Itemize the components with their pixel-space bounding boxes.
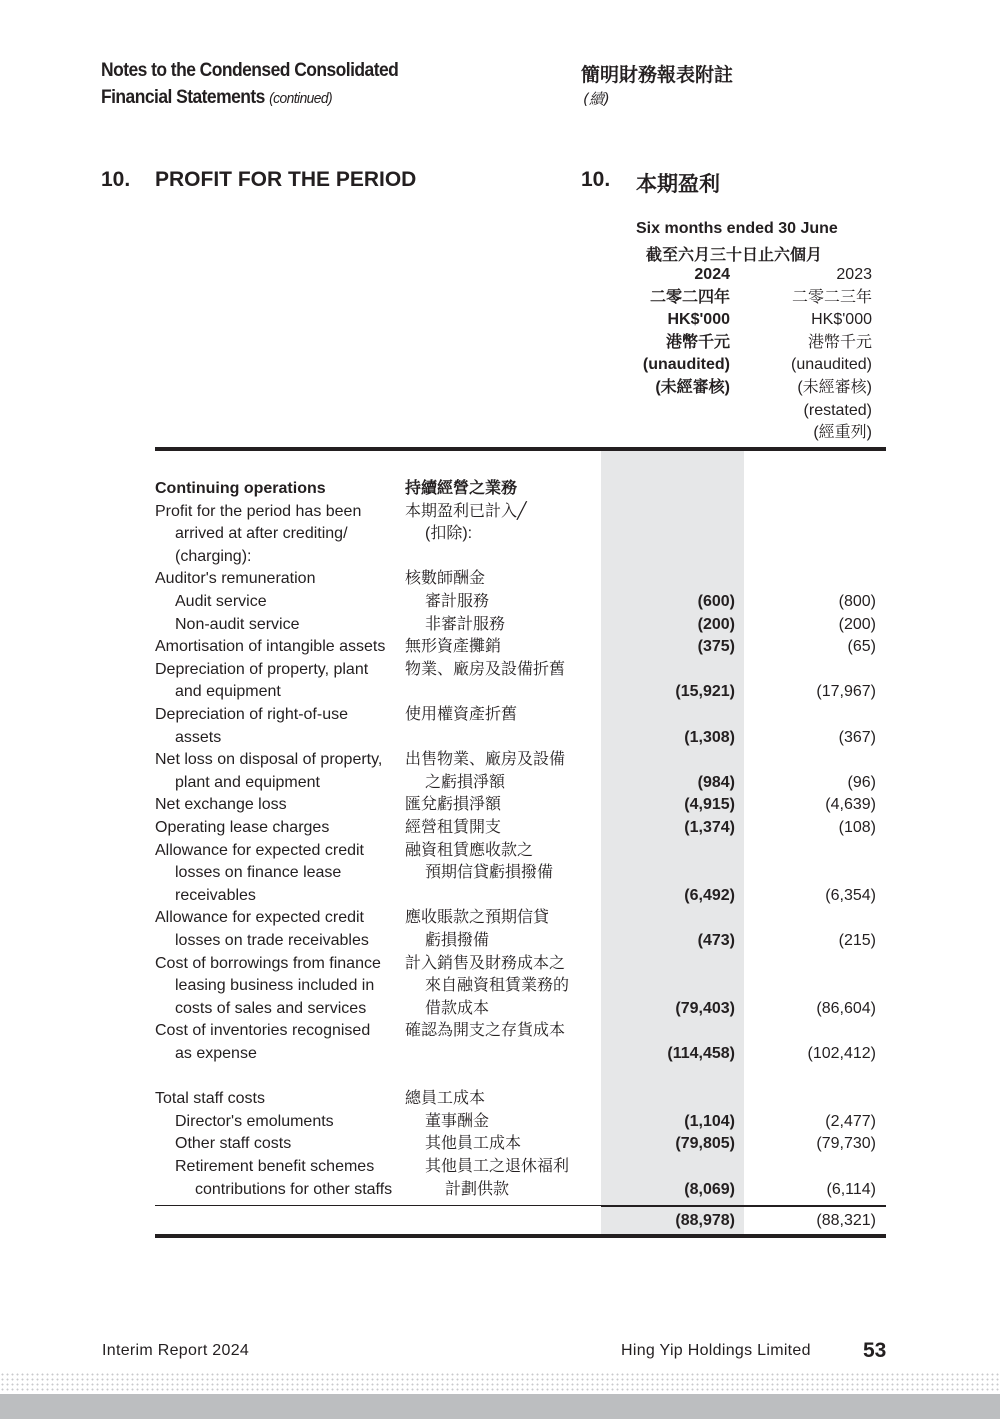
row-label-en: assets: [175, 728, 222, 746]
table-row: [0, 636, 1000, 659]
table-row: [0, 998, 1000, 1021]
col2023-currency-zh: 港幣千元: [807, 333, 872, 351]
header-continued-zh: (續): [583, 90, 610, 108]
period-heading-zh: 截至六月三十日止六個月: [646, 245, 823, 264]
table-row: [0, 975, 1000, 998]
value-2023: (6,354): [825, 886, 876, 904]
row-label-en: Operating lease charges: [155, 819, 330, 836]
table-row: [0, 749, 1000, 772]
row-label-en: leasing business included in: [175, 977, 375, 995]
row-label-zh: 持續經營之業務: [405, 480, 518, 497]
row-label-zh: 計入銷售及財務成本之: [405, 954, 566, 972]
total-2023: (88,321): [816, 1212, 876, 1229]
row-label-en: losses on finance lease: [175, 864, 342, 882]
row-label-zh: 出售物業、廠房及設備: [405, 751, 566, 769]
value-2024: (79,805): [675, 1135, 735, 1153]
row-label-zh: 應收賬款之預期信貸: [405, 909, 550, 927]
table-row: [0, 614, 1000, 637]
row-label-zh: 其他員工成本: [425, 1135, 522, 1153]
row-label-en: as expense: [175, 1045, 257, 1062]
row-label-en: Cost of inventories recognised: [155, 1022, 371, 1040]
table-row: [0, 1156, 1000, 1179]
header-title-line1: Notes to the Condensed Consolidated: [101, 60, 399, 81]
row-label-en: Director's emoluments: [175, 1112, 334, 1130]
column-header-2023: [791, 264, 872, 445]
value-2024: (8,069): [684, 1180, 735, 1198]
table-row: [0, 953, 1000, 976]
table-row: [0, 591, 1000, 614]
row-label-en: costs of sales and services: [175, 999, 367, 1017]
row-label-zh: 經營租賃開支: [405, 819, 502, 836]
table-row: [0, 727, 1000, 750]
column-header-2024: [643, 264, 730, 400]
table-row: [0, 930, 1000, 953]
row-label-en: Net exchange loss: [155, 796, 287, 814]
section-number-en: 10.: [101, 168, 131, 191]
col2023-year: 2023: [836, 266, 872, 283]
row-label-zh: 董事酬金: [425, 1112, 490, 1130]
row-label-zh: 之虧損淨額: [425, 773, 506, 791]
value-2023: (96): [847, 773, 876, 791]
value-2024: (600): [697, 593, 735, 610]
value-2023: (367): [838, 728, 876, 746]
row-label-zh: 總員工成本: [405, 1090, 486, 1108]
subtotal-rule-left: [155, 1205, 601, 1206]
table-row: [0, 817, 1000, 840]
footer-company-name: Hing Yip Holdings Limited: [621, 1342, 811, 1359]
row-label-en: and equipment: [175, 683, 281, 701]
row-label-en: Non-audit service: [175, 615, 300, 633]
table-row: [0, 907, 1000, 930]
row-label-zh: 非審計服務: [425, 615, 506, 633]
row-label-en: losses on trade receivables: [175, 932, 369, 949]
col2024-audit: (unaudited): [642, 356, 730, 374]
value-2024: (114,458): [667, 1045, 735, 1062]
section-title-zh: 本期盈利: [636, 172, 720, 196]
header-continued: (continued): [269, 90, 333, 107]
row-label-zh: 本期盈利已計入╱: [405, 502, 527, 520]
row-label-en: Other staff costs: [175, 1135, 292, 1153]
table-top-rule: [155, 447, 886, 451]
row-label-zh: 計劃供款: [445, 1180, 510, 1198]
col2024-year-zh: 二零二四年: [649, 288, 730, 306]
table-row: [0, 885, 1000, 908]
row-label-en: Allowance for expected credit: [155, 909, 364, 927]
row-label-en: Amortisation of intangible assets: [155, 638, 386, 656]
row-label-en: Retirement benefit schemes: [175, 1158, 375, 1175]
table-row: [0, 772, 1000, 795]
subtotal-rule: [601, 1205, 886, 1207]
row-label-zh: 確認為開支之存貨成本: [405, 1022, 566, 1040]
value-2024: (984): [697, 773, 735, 791]
row-label-en: receivables: [175, 886, 256, 904]
value-2023: (800): [838, 593, 876, 610]
table-row: [0, 659, 1000, 682]
table-row: [0, 501, 1000, 524]
section-number-zh: 10.: [581, 168, 611, 191]
row-label-en: Audit service: [175, 593, 267, 610]
value-2024: (1,308): [684, 728, 735, 746]
row-label-zh: 核數師酬金: [405, 570, 486, 588]
col2024-currency: HK$'000: [667, 311, 730, 329]
row-label-zh: 物業、廠房及設備折舊: [405, 660, 566, 678]
value-2023: (86,604): [816, 999, 876, 1017]
value-2023: (108): [838, 819, 876, 836]
table-row: [0, 568, 1000, 591]
table-row: [0, 1043, 1000, 1066]
row-label-zh: 其他員工之退休福利: [425, 1158, 570, 1175]
header-title-line2-text: Financial Statements: [101, 87, 265, 108]
col2023-restated-zh: (經重列): [813, 424, 872, 442]
table-row: [0, 478, 1000, 501]
row-label-zh: 借款成本: [425, 999, 490, 1017]
row-label-en: Profit for the period has been: [155, 502, 362, 520]
table-row: [0, 681, 1000, 704]
row-label-en: Total staff costs: [155, 1090, 265, 1108]
row-label-zh: 來自融資租賃業務的: [425, 977, 570, 995]
footer-report-name: Interim Report 2024: [102, 1342, 250, 1359]
row-label-zh: 使用權資產折舊: [405, 706, 518, 723]
col2023-audit-zh: (未經審核): [797, 378, 872, 396]
value-2024: (79,403): [675, 999, 735, 1017]
row-label-en: Cost of borrowings from finance: [155, 954, 381, 972]
table-row: [0, 546, 1000, 569]
value-2023: (102,412): [807, 1045, 876, 1062]
table-row: [0, 1133, 1000, 1156]
value-2023: (200): [838, 615, 876, 633]
value-2024: (200): [697, 615, 735, 633]
col2023-restated: (restated): [803, 401, 872, 419]
table-row: [0, 1088, 1000, 1111]
footer-band: [0, 1394, 1000, 1419]
value-2024: (1,104): [684, 1112, 735, 1130]
value-2023: (79,730): [816, 1135, 876, 1153]
value-2024: (473): [697, 932, 735, 949]
value-2024: (1,374): [684, 819, 735, 836]
col2024-audit-zh: (未經審核): [655, 378, 730, 396]
value-2023: (6,114): [826, 1180, 876, 1198]
page-number: 53: [863, 1339, 887, 1362]
value-2024: (15,921): [675, 683, 735, 701]
row-label-zh: 預期信貸虧損撥備: [425, 864, 554, 882]
header-title-line2: [101, 87, 332, 109]
col2024-year: 2024: [694, 266, 730, 283]
value-2023: (65): [847, 638, 876, 656]
row-label-en: Net loss on disposal of property,: [155, 751, 383, 769]
table-row: [0, 794, 1000, 817]
row-label-zh: 匯兌虧損淨額: [405, 796, 502, 814]
total-row: [0, 1210, 1000, 1233]
table-row: [0, 840, 1000, 863]
row-label-zh: 融資租賃應收款之: [405, 841, 534, 859]
table-row: [0, 862, 1000, 885]
col2023-year-zh: 二零二三年: [791, 288, 872, 306]
total-2024: (88,978): [675, 1212, 735, 1229]
table-bottom-rule: [155, 1234, 886, 1238]
value-2024: (6,492): [684, 886, 735, 904]
col2024-currency-zh: 港幣千元: [665, 333, 730, 351]
row-label-en: Auditor's remuneration: [155, 570, 316, 588]
value-2023: (2,477): [825, 1112, 876, 1130]
header-title-zh: 簡明財務報表附註: [581, 64, 734, 86]
row-label-en: Allowance for expected credit: [155, 841, 364, 859]
row-label-en: plant and equipment: [175, 773, 320, 791]
period-heading-en: Six months ended 30 June: [636, 220, 838, 237]
table-row: [0, 1020, 1000, 1043]
row-label-en: Depreciation of property, plant: [155, 660, 369, 678]
col2023-audit: (unaudited): [791, 356, 872, 374]
row-label-en: (charging):: [175, 547, 252, 565]
footer-dot-pattern: [0, 1372, 1000, 1392]
value-2024: (4,915): [684, 796, 735, 814]
row-label-en: Depreciation of right-of-use: [155, 706, 348, 723]
table-row: [0, 704, 1000, 727]
row-label-zh: 虧損撥備: [425, 932, 490, 949]
row-label-zh: 無形資產攤銷: [405, 638, 502, 656]
row-label-en: Continuing operations: [155, 480, 326, 497]
value-2023: (215): [838, 932, 876, 949]
row-label-zh: 審計服務: [425, 593, 490, 610]
row-label-en: arrived at after crediting/: [175, 525, 348, 543]
value-2023: (17,967): [816, 683, 876, 701]
value-2023: (4,639): [825, 796, 876, 814]
col2023-currency: HK$'000: [811, 311, 872, 329]
table-row: [0, 1179, 1000, 1202]
row-label-zh: (扣除):: [425, 525, 473, 543]
table-row: [0, 1111, 1000, 1134]
table-row: [0, 523, 1000, 546]
value-2024: (375): [697, 638, 735, 656]
section-title-en: PROFIT FOR THE PERIOD: [155, 168, 417, 191]
row-label-en: contributions for other staffs: [195, 1180, 393, 1198]
